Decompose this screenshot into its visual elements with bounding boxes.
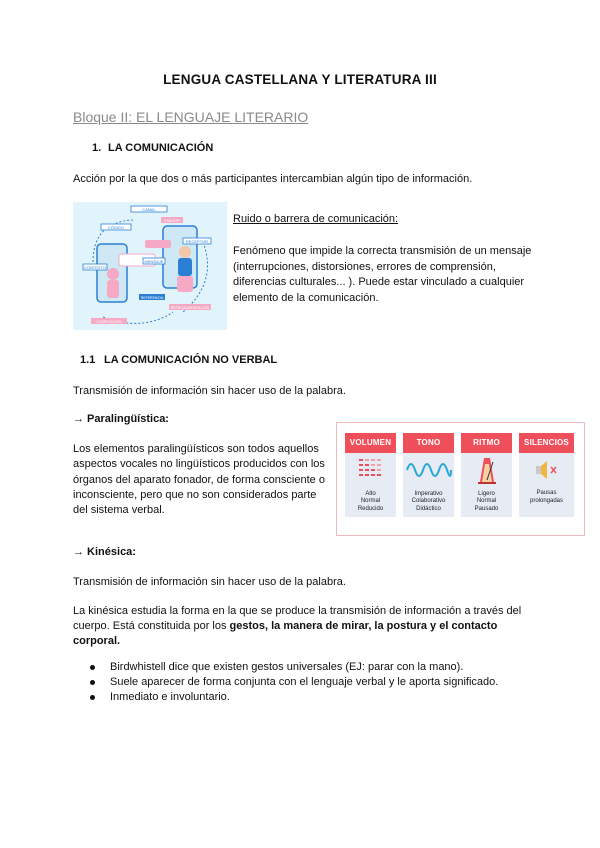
communication-illustration-svg xyxy=(73,202,227,330)
card-lines xyxy=(519,490,574,505)
label-codigo: CÓDIGO xyxy=(107,225,125,230)
list-item: Birdwhistell dice que existen gestos universales (EJ: parar con la mano). xyxy=(90,660,498,675)
card-tono xyxy=(403,433,454,517)
paralinguistics-text: Los elementos paralingüísticos son todos aquellos aspectos vocales no lingüísticos producidos con los órganos del aparato fonador, de forma consciente o inconsciente, pero que no son considerados parte del sistema verbal. xyxy=(73,443,325,517)
section-heading-comunicacion xyxy=(92,142,213,154)
kinesics-paragraph-text: La kinésica estudia la forma en la que se produce la transmisión de información a través del cuerpo. Está constituida por los xyxy=(73,605,522,632)
section-number: 1. xyxy=(92,142,102,154)
kinesics-paragraph-bold: gestos, la manera de mirar, la postura y el contacto corporal. xyxy=(73,620,498,647)
noise-heading: Ruido o barrera de comunicación: xyxy=(233,213,399,225)
section-title: LA COMUNICACIÓN xyxy=(108,142,214,154)
card-lines xyxy=(345,491,396,514)
sound-wave-icon xyxy=(403,455,454,485)
card-silencios xyxy=(519,433,574,517)
mute-speaker-icon xyxy=(519,455,574,485)
card-line: Ligero xyxy=(478,490,495,497)
card-ritmo xyxy=(461,433,512,517)
card-line: Reducido xyxy=(357,505,384,512)
label-contexto: CONTEXTO xyxy=(83,265,107,270)
label-emisor: EMISOR xyxy=(164,218,180,223)
person-left-icon xyxy=(107,268,119,280)
paralinguistics-infographic xyxy=(336,422,585,536)
nonverbal-definition: Transmisión de información sin hacer uso de la palabra. xyxy=(73,385,346,397)
card-line: Pausas xyxy=(536,490,557,496)
communication-illustration xyxy=(73,202,227,330)
kinesics-heading: → Kinésica: xyxy=(73,546,136,558)
label-canal: CANAL xyxy=(142,207,156,212)
card-lines xyxy=(403,491,454,514)
metronome-icon xyxy=(461,454,512,486)
kinesics-definition: Transmisión de información sin hacer uso de la palabra. xyxy=(73,576,346,588)
communication-definition: Acción por la que dos o más participantes intercambian algún tipo de información. xyxy=(73,173,473,185)
label-codificacion: CODIFICACIÓN xyxy=(96,320,122,324)
card-title: RITMO xyxy=(461,433,512,453)
person-right-icon xyxy=(179,246,191,258)
card-title: TONO xyxy=(403,433,454,453)
block-title: Bloque II: EL LENGUAJE LITERARIO xyxy=(73,109,309,125)
kinesics-bullet-list xyxy=(90,660,498,705)
label-mensaje: MENSAJE xyxy=(144,259,164,264)
list-item: Inmediato e involuntario. xyxy=(90,690,498,705)
card-line: Alto xyxy=(365,490,376,497)
paralinguistics-heading: → Paralingüística: xyxy=(73,413,169,425)
section-heading-no-verbal xyxy=(80,354,277,366)
card-line: Colaborativo xyxy=(411,498,446,504)
card-line: Pausado xyxy=(474,505,499,512)
section-title: LA COMUNICACIÓN NO VERBAL xyxy=(104,354,278,366)
label-referencia: REFERENCIA xyxy=(140,296,164,300)
label-receptor: RECEPTOR xyxy=(185,239,209,244)
card-volumen xyxy=(345,433,396,517)
document-title: LENGUA CASTELLANA Y LITERATURA III xyxy=(163,72,437,87)
volume-bars-icon xyxy=(345,455,396,485)
list-item: Suele aparecer de forma conjunta con el lenguaje verbal y le aporta significado. xyxy=(90,675,498,690)
kinesics-paragraph xyxy=(73,604,533,649)
card-line: Normal xyxy=(476,498,497,504)
card-line: Didáctico xyxy=(416,505,441,512)
card-lines xyxy=(461,491,512,514)
card-line: prolongadas xyxy=(529,497,564,504)
card-line: Imperativo xyxy=(414,490,443,497)
label-retroalimentacion: RETROALIMENTACIÓN xyxy=(170,306,210,310)
card-title: VOLUMEN xyxy=(345,433,396,453)
card-line: Normal xyxy=(360,498,381,504)
section-number: 1.1 xyxy=(80,354,96,366)
noise-text: Fenómeno que impide la correcta transmisión de un mensaje (interrupciones, distorsiones, errores de comprensión, diferencias culturales... ). Puede estar vinculado a cualquier elemento de la comunicación. xyxy=(233,245,532,304)
card-title: SILENCIOS xyxy=(519,433,574,453)
